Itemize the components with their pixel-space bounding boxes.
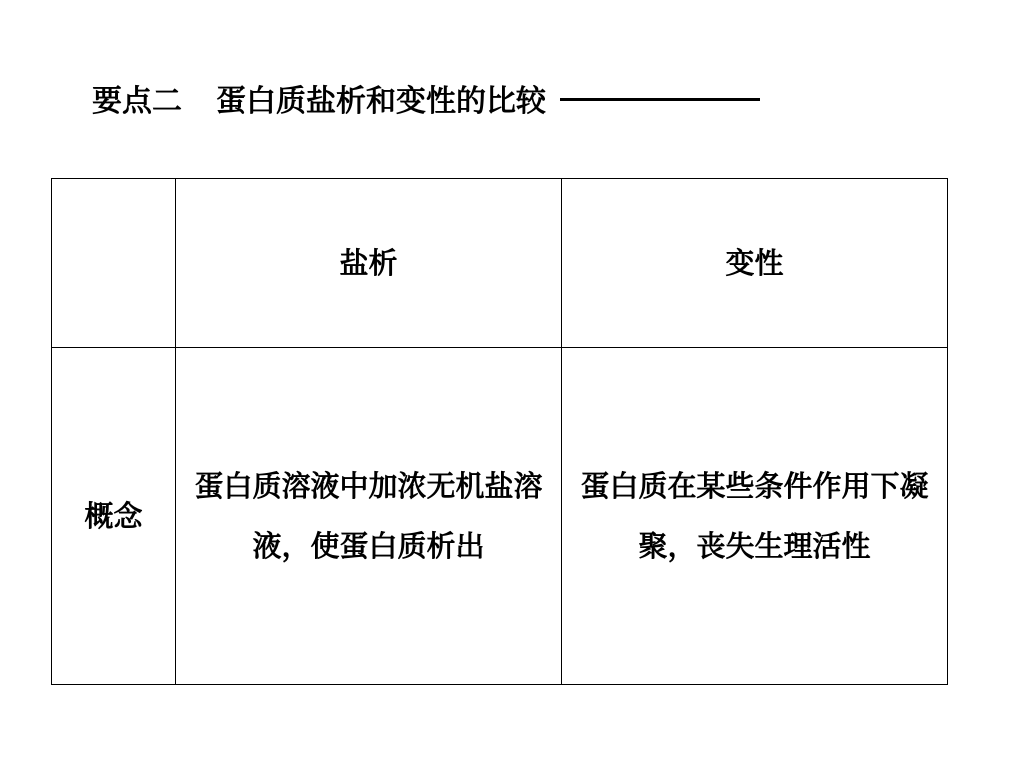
table-row [52,348,948,685]
cell-denaturation-concept: 蛋白质在某些条件作用下凝聚，丧失生理活性 [562,348,948,685]
header-cell-denaturation: 变性 [562,179,948,348]
cell-salting-out-concept: 蛋白质溶液中加浓无机盐溶液，使蛋白质析出 [176,348,562,685]
row-label-concept: 概念 [52,348,176,685]
title-label: 要点二 [92,84,182,119]
header-cell-empty [52,179,176,348]
title-heading: 蛋白质盐析和变性的比较 [216,84,546,119]
table-header-row [52,179,948,348]
title-underline-rule [560,98,760,101]
header-cell-salting-out: 盐析 [176,179,562,348]
page-title [92,78,760,118]
comparison-table [51,178,948,685]
